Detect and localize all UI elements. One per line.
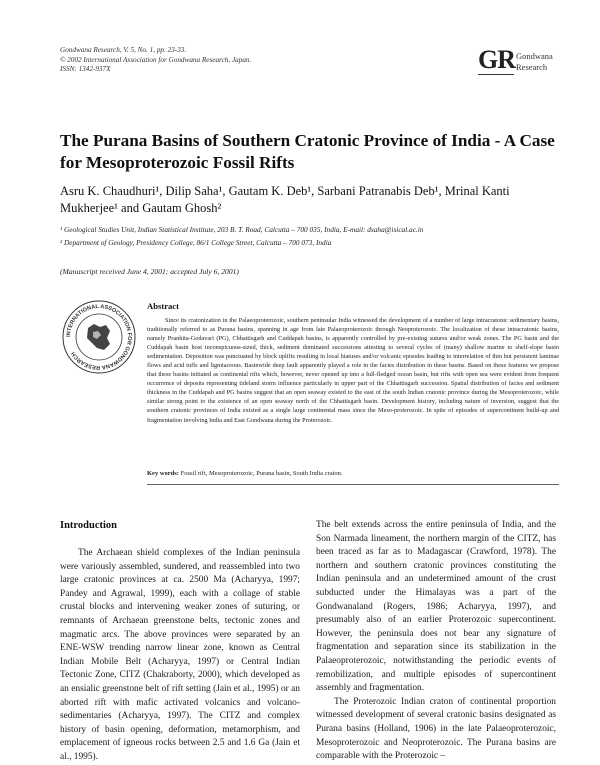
journal-logo <box>478 46 568 78</box>
logo-letters: GR <box>478 45 515 74</box>
affiliation-2: ² Department of Geology, Presidency College, 86/1 College Street, Calcutta – 700 073, India <box>60 238 332 247</box>
introduction-heading: Introduction <box>60 520 117 531</box>
emblem-ring-text: INTERNATIONAL ASSOCIATION FOR GONDWANA RESEARCH <box>65 303 133 371</box>
abstract-heading: Abstract <box>147 301 179 311</box>
keywords-value: Fossil rift, Mesoproterozoic, Purana basin, South India craton. <box>180 470 343 477</box>
abstract-divider <box>147 484 559 485</box>
association-emblem <box>60 298 138 376</box>
journal-issn: ISSN: 1342-937X <box>60 65 111 73</box>
paper-title: The Purana Basins of Southern Cratonic Province of India - A Case for Mesoproterozoic Fossil Rifts <box>60 131 555 172</box>
right-paragraph-1: The belt extends across the entire peninsula of India, and the Son Narmada lineament, the northern margin of the CITZ, has been traced as far as to Madagascar (Crawford, 1978). The northern and southern cratonic provinces constituting the Indian peninsula and an undetermined amount of the crust subducted under the Himalayas was a part of the Gondwanaland (Rogers, 1986; Acharyya, 1997), and presumably also of an earlier Proterozoic supercontinent. However, the peninsula does not bear any signature of fragmentation and separation since its stabilization in the Palaeoproterozoic, notwithstanding the periodic events of remobilization, and multiple episodes of supercontinent assembly and fragmentation. <box>316 520 556 694</box>
journal-copyright: © 2002 International Association for Gondwana Research, Japan. <box>60 55 252 64</box>
introduction-left-column: The Archaean shield complexes of the Indian peninsula were variously assembled, sundered, and reassembled into two large cratonic provinces at ca. 2500 Ma (Acharyya, 1997; Pandey and Agrawal, 1999), each with a collage of stable crustal blocks and intervening weaker zones of suturing, or remnants of Archaean greenstone belts, tectonic zones and magmatic arcs. The above provinces were separated by an ENE-WSW trending narrow linear zone, known as Central Indian Mobile Belt (Acharyya, 1997) or Central Indian Tectonic Zone, CITZ (Chakraborty, 2000), which developed as an ensialic greenstone belt of rift setting (Jain et al., 1995) or an aborted rift with mafic activated volcanics and volcano-sedimentaries (Acharyya, 1997). The CITZ and complex history of basin opening, deformation, metamorphism, and emplacement of igneous rocks between 2.5 and 1.6 Ga (Jain et al., 1995). <box>60 548 300 762</box>
journal-header <box>60 46 251 75</box>
manuscript-dates: (Manuscript received June 4, 2001; accepted July 6, 2001) <box>60 267 239 276</box>
keywords <box>147 470 343 477</box>
journal-citation: Gondwana Research, V. 5, No. 1, pp. 23-33. <box>60 46 187 54</box>
logo-text-research: Research <box>516 62 548 72</box>
abstract-body: Since its cratonization in the Palaeoproterozoic, southern peninsular India witnessed the development of a number of large intracratonic sedimentary basins, traditionally referred to as Purana basins, spanning in age from late Palaeoproterozoic through Neoproterozoic. The localization of these intracratonic basins, namely Pranhita-Godavari (PG), Chhattisgarh and Cuddapah basins, is apparently controlled by pre-existing sutures and/or weak zones. The PG basin and the Cuddapah basin host inconspicuous-sized, thick, sediment dominated successions attesting to several cycles of (many) shallow marine to shelf-slope basin sedimentation. Deposition was punctuated by block uplifts resulting in local hiatuses and/or volcanic episodes leading to interrelation of thin but persistent laminae flows and acid tuffs and lignitaceous. Basinwide deep fault apparently played a role in the facies distribution in these basins. Based on these features we propose that these basins initiated as continental rifts which, however, never opened up into a full-fledged ocean basin, but rifts with open sea were evident from frequent occurrence of deposits representing tideland storm influence particularly in upper part of the Chhattisgarh succession. Spatial distribution of facies and sediment thickness in the Cuddapah and PG basins suggest that an open seaway existed to the east of the south Indian cratonic province during the Mesoproterozoic, while similar strong point to the existence of an open seaway north of the Chhattisgarh basin. Development history, including nature of inversion, suggest that the southern cratonic provinces of India existed as a single large continental mass since the Meso-proterozoic. In spite of episodes of supercontinent build-up and fragmentation involving India and East Gondwana during the Proterozoic. <box>147 317 559 424</box>
right-paragraph-2: The Proterozoic Indian craton of continental proportion witnessed development of several cratonic basins designated as Purana basins (Holland, 1906) in the late Palaeoproterozoic, Mesoproterozoic and Neoproterozoic. The Purana basins are comparable with the Proterozoic – <box>316 696 556 762</box>
introduction-right-column <box>316 519 556 764</box>
logo-text-gondwana: Gondwana <box>516 51 553 61</box>
keywords-label: Key words: <box>147 470 179 477</box>
author-list: Asru K. Chaudhuri¹, Dilip Saha¹, Gautam K. Deb¹, Sarbani Patranabis Deb¹, Mrinal Kanti Mukherjee¹ and Gautam Ghosh² <box>60 184 510 215</box>
affiliation-1: ¹ Geological Studies Unit, Indian Statistical Institute, 203 B. T. Road, Calcutta – 700 035, India, E-mail: dsaha@isical.ac.in <box>60 225 424 234</box>
